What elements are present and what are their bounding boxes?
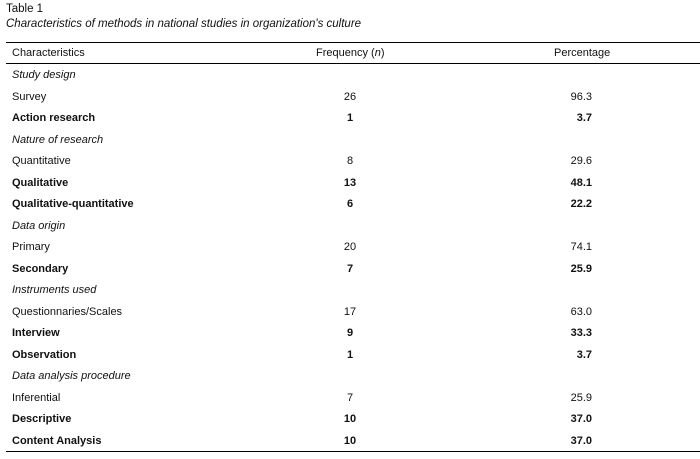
row-label: Observation <box>12 348 77 361</box>
row-percentage: 29.6 <box>570 155 592 167</box>
row-percentage: 25.9 <box>570 262 592 275</box>
row-frequency: 6 <box>346 198 354 210</box>
row-label: Interview <box>12 327 60 339</box>
row-frequency: 17 <box>343 305 357 318</box>
bottom-rule <box>6 451 700 452</box>
row-percentage: 3.7 <box>576 348 592 361</box>
group-title: Data origin <box>12 219 66 232</box>
table-row <box>0 431 700 453</box>
group-title: Study design <box>12 69 76 81</box>
row-frequency: 1 <box>346 348 354 361</box>
header-characteristics: Characteristics <box>12 47 85 59</box>
row-label: Survey <box>12 90 47 103</box>
row-percentage: 33.3 <box>570 327 592 339</box>
row-frequency: 13 <box>343 176 357 189</box>
row-label: Questionnaries/Scales <box>12 305 123 318</box>
group-title: Instruments used <box>12 284 97 296</box>
row-percentage: 37.0 <box>570 413 592 425</box>
header-frequency-text: Frequency ( <box>316 47 375 59</box>
row-percentage: 3.7 <box>576 112 592 124</box>
row-percentage: 63.0 <box>570 305 592 318</box>
row-percentage: 48.1 <box>570 176 592 189</box>
header-percentage: Percentage <box>554 47 611 59</box>
row-label: Action research <box>12 112 96 124</box>
row-frequency: 9 <box>346 327 354 339</box>
row-frequency: 8 <box>346 155 354 167</box>
row-percentage: 25.9 <box>570 391 592 404</box>
table-body <box>0 65 700 452</box>
row-percentage: 74.1 <box>570 241 592 253</box>
group-row <box>0 130 700 152</box>
table-row <box>0 302 700 324</box>
group-row <box>0 366 700 388</box>
row-label: Content Analysis <box>12 434 102 447</box>
table-header <box>0 43 700 63</box>
group-row <box>0 65 700 87</box>
row-frequency: 26 <box>343 90 357 103</box>
row-label: Descriptive <box>12 413 72 425</box>
row-label: Quantitative <box>12 155 71 167</box>
table-number: Table 1 <box>6 3 44 15</box>
table-row <box>0 345 700 367</box>
table-row <box>0 388 700 410</box>
row-frequency: 10 <box>343 413 357 425</box>
row-frequency: 1 <box>346 112 354 124</box>
table-row <box>0 173 700 195</box>
row-label: Qualitative <box>12 176 69 189</box>
table-row <box>0 323 700 345</box>
row-label: Qualitative-quantitative <box>12 198 134 210</box>
group-title: Nature of research <box>12 133 104 146</box>
row-percentage: 37.0 <box>570 434 592 447</box>
table-row <box>0 151 700 173</box>
header-frequency-n: n <box>374 47 381 59</box>
table-row <box>0 108 700 130</box>
table-row <box>0 259 700 281</box>
row-frequency: 10 <box>343 434 357 447</box>
row-frequency: 7 <box>346 262 354 275</box>
table-row <box>0 87 700 109</box>
row-frequency: 7 <box>346 391 354 404</box>
row-label: Primary <box>12 241 50 253</box>
group-row <box>0 216 700 238</box>
table-row <box>0 237 700 259</box>
row-label: Inferential <box>12 391 61 404</box>
row-percentage: 96.3 <box>570 90 592 103</box>
table-row <box>0 409 700 431</box>
group-row <box>0 280 700 302</box>
header-rule <box>6 63 700 64</box>
table-row <box>0 194 700 216</box>
table-caption: Characteristics of methods in national studies in organization's culture <box>6 18 362 30</box>
group-title: Data analysis procedure <box>12 370 131 382</box>
row-percentage: 22.2 <box>570 198 592 210</box>
header-frequency-close: ) <box>380 47 385 59</box>
row-frequency: 20 <box>343 241 357 253</box>
header-frequency <box>316 47 385 59</box>
row-label: Secondary <box>12 262 69 275</box>
